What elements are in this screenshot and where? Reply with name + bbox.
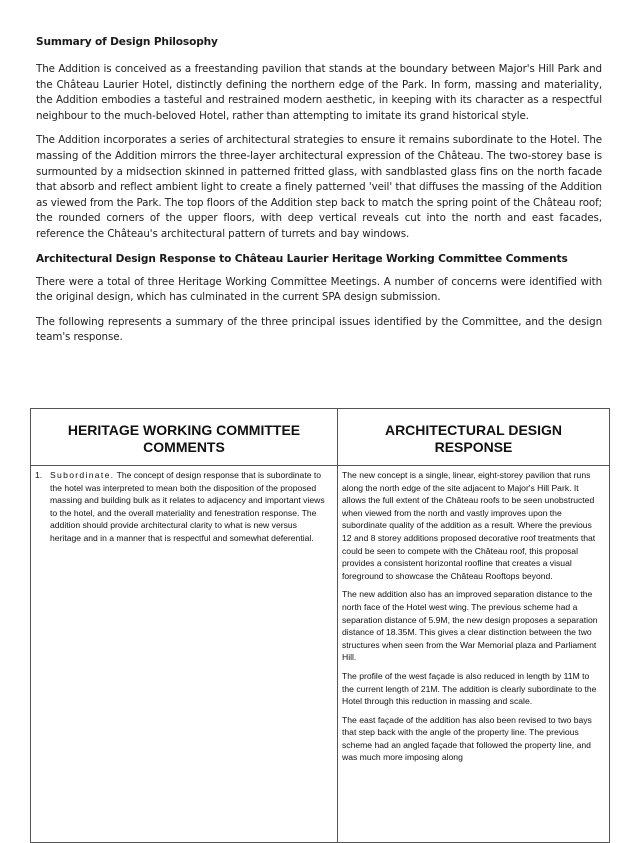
header-committee-comments: HERITAGE WORKING COMMITTEE COMMENTS — [31, 409, 338, 466]
paragraph-architectural-strategies: The Addition incorporates a series of architectural strategies to ensure it remains subordinate to the Hotel. The massing of the Addition mirrors the three-layer architectural expression of the Château. The two-storey base is surmounted by a midsection skinned in patterned fritted glass, with sandblasted glass fins on the north facade that absorb and reflect ambient light to create a finely patterned 'veil' that diffuses the massing of the Addition as viewed from the Park. The top floors of the Addition step back to match the spring point of the Château roof; the rounded corners of the upper floors, with deep vertical reveals cut into the north and east facades, reference the Château's architectural pattern of turrets and bay windows. — [36, 134, 602, 240]
paragraph-committee-meetings: There were a total of three Heritage Working Committee Meetings. A number of concerns were identified with the original design, which has culminated in the current SPA design submission. — [36, 275, 602, 304]
comment-text — [50, 469, 329, 545]
document-page — [36, 35, 602, 357]
section-heading-design-philosophy: Summary of Design Philosophy — [36, 36, 218, 48]
paragraph-summary-intro: The following represents a summary of the three principal issues identified by the Committee, and the design team's response. — [36, 315, 602, 344]
response-paragraph-4: The east façade of the addition has also been revised to two bays that step back with the angle of the property line. The previous scheme had an angled façade that followed the property line, and was much more imposing along — [342, 714, 592, 763]
comment-cell — [31, 466, 338, 843]
response-paragraph-3: The profile of the west façade is also reduced in length by 11M to the current length of 21M. The addition is clearly subordinate to the Hotel through this reduction in massing and scale. — [342, 670, 597, 707]
response-cell — [338, 466, 610, 843]
paragraph-design-philosophy-intro: The Addition is conceived as a freestanding pavilion that stands at the boundary between Major's Hill Park and the Château Laurier Hotel, distinctly defining the northern edge of the Park. In form, massing and materiality, the Addition embodies a tasteful and restrained modern aesthetic, in keeping with its character as a respectful neighbour to the much-beloved Hotel, rather than attempting to imitate its grand historical style. — [36, 63, 602, 122]
response-paragraph-2: The new addition also has an improved separation distance to the north face of the Hotel west wing. The previous scheme had a separation distance of 5.9M, the new design proposes a separation distance of 18.35M. This gives a clear distinction between the two structures when seen from the War Memorial plaza and Parliament Hill. — [342, 589, 598, 663]
comment-body: The concept of design response that is subordinate to the hotel was interpreted to mean both the disposition of the proposed massing and building bulk as it relates to adjacency and important views to the hotel, and the overall materiality and fenestration response. The addition should provide architectural clarity to what is new versus heritage and in a manner that is respectful and somewhat deferential. — [50, 470, 325, 543]
table-header-row — [31, 409, 610, 466]
section-heading-committee-response: Architectural Design Response to Château Laurier Heritage Working Committee Comments — [36, 252, 568, 265]
comments-response-table — [30, 408, 610, 843]
header-design-response: ARCHITECTURAL DESIGN RESPONSE — [338, 409, 610, 466]
item-number: 1. — [35, 470, 43, 480]
table-row — [31, 466, 610, 843]
response-paragraph-1: The new concept is a single, linear, eight-storey pavilion that runs along the north edge of the site adjacent to Major's Hill Park. It allows the full extent of the Château roofs to be seen unobstructed when viewed from the north and vastly improves upon the subordinate quality of the addition as a result. Where the previous 12 and 8 storey additions proposed decorative roof treatments that could be seen to compete with the Château roof, this proposal provides a consistent horizontal roofline that creates a visual foreground to showcase the Château Rooftops beyond. — [342, 470, 596, 581]
comment-label: Subordinate. — [50, 470, 115, 480]
